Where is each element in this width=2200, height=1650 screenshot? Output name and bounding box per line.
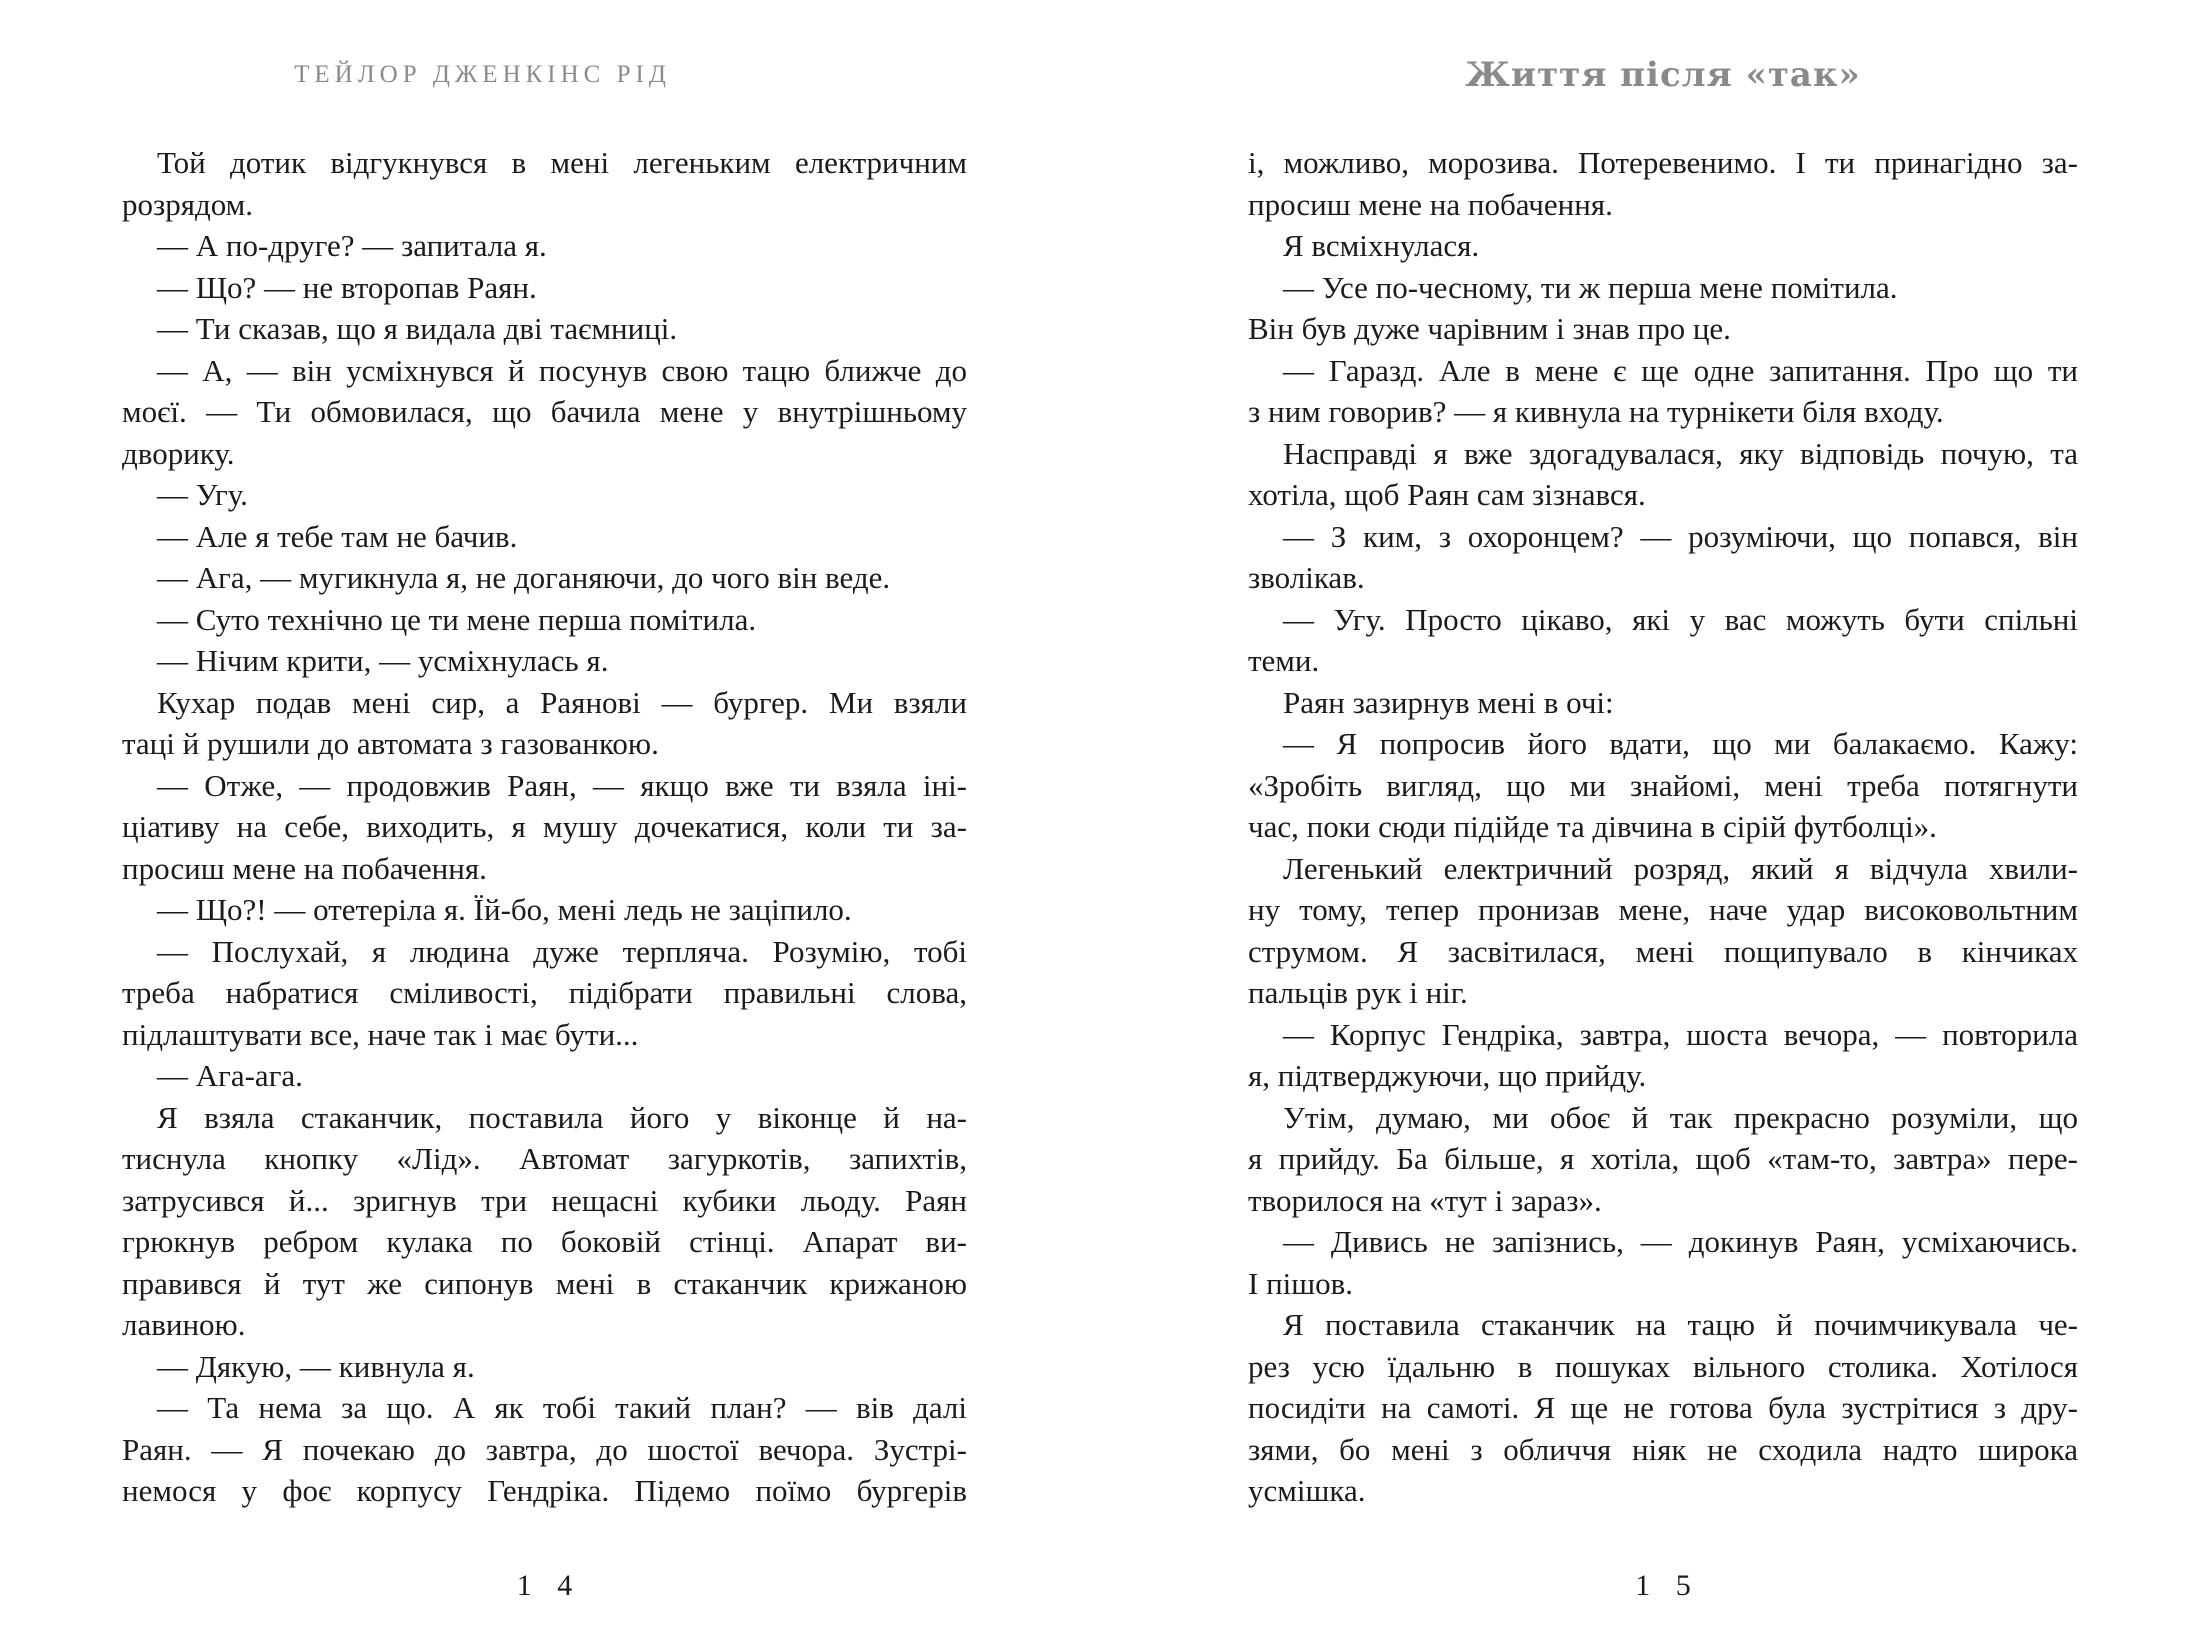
right-page-body-text: [1248, 142, 2078, 1512]
text-line: — А по-друге? — запитала я.: [157, 228, 547, 263]
text-line: — Але я тебе там не бачив.: [157, 518, 518, 554]
text-line: розрядом.: [122, 186, 254, 222]
text-line: Легенький електричний розряд, який я відчула хвили-: [1283, 850, 2078, 886]
text-line: зями, бо мені з обличчя ніяк не сходила надто широка: [1248, 1431, 2078, 1467]
text-line: Він був дуже чарівним і знав про це.: [1248, 311, 1731, 346]
text-line: — А, — він усміхнувся й посунув свою тацю ближче до: [157, 352, 967, 388]
text-line: я, підтверджуючи, що прийду.: [1248, 1058, 1647, 1093]
text-line: — Угу.: [157, 477, 248, 512]
text-line: пальців рук і ніг.: [1248, 975, 1468, 1010]
text-line: немося у фоє корпусу Гендріка. Підемо поїмо бургерів: [122, 1473, 967, 1508]
text-line: ціативу на себе, виходить, я мушу дочекатися, коли ти за-: [122, 809, 967, 844]
text-line: рез усю їдальню в пошуках вільного столика. Хотілося: [1248, 1348, 2078, 1384]
text-line: усмішка.: [1248, 1473, 1366, 1508]
text-line: Я всміхнулася.: [1283, 228, 1480, 263]
text-line: — Гаразд. Але в мене є ще одне запитання. Про що ти: [1283, 352, 2078, 388]
text-line: Раян зазирнув мені в очі:: [1283, 684, 1614, 720]
text-line: — Та нема за що. А як тобі такий план? — вів далі: [157, 1390, 967, 1425]
running-head-book-title: Життя після «так»: [1465, 55, 1861, 95]
text-line: Я поставила стаканчик на тацю й почимчикувала че-: [1283, 1307, 2078, 1342]
text-line: Кухар подав мені сир, а Раянові — бургер. Ми взяли: [157, 684, 967, 720]
text-line: — Ти сказав, що я видала дві таємниці.: [157, 311, 678, 346]
text-line: таці й рушили до автомата з газованкою.: [122, 726, 659, 761]
text-line: час, поки сюди підійде та дівчина в сірій футболці».: [1248, 809, 1937, 844]
text-line: затрусився й... зригнув три нещасні кубики льоду. Раян: [122, 1182, 967, 1218]
text-line: — Отже, — продовжив Раян, — якщо вже ти взяла іні-: [157, 767, 967, 803]
text-line: грюкнув ребром кулака по боковій стінці. Апарат ви-: [122, 1224, 967, 1259]
left-page-body-text: [122, 142, 967, 1512]
text-line: правився й тут же сипонув мені в стаканчик крижаною: [122, 1265, 967, 1301]
running-head-author: ТЕЙЛОР ДЖЕНКІНС РІД: [294, 61, 671, 88]
text-line: тиснула кнопку «Лід». Автомат загуркотів, запихтів,: [122, 1141, 967, 1176]
text-line: — Ага-ага.: [157, 1058, 303, 1093]
text-line: посидіти на самоті. Я ще не готова була зустрітися з дру-: [1248, 1390, 2078, 1425]
text-line: — Послухай, я людина дуже терпляча. Розумію, тобі: [157, 933, 967, 969]
text-line: Раян. — Я почекаю до завтра, до шостої вечора. Зустрі-: [122, 1431, 967, 1467]
text-line: теми.: [1248, 643, 1320, 678]
text-line: підлаштувати все, наче так і має бути...: [122, 1016, 639, 1052]
text-line: з ним говорив? — я кивнула на турнікети біля входу.: [1248, 394, 1944, 429]
text-line: і, можливо, морозива. Потеревенимо. І ти принагідно за-: [1248, 145, 2078, 180]
text-line: зволікав.: [1248, 560, 1365, 595]
text-line: Я взяла стаканчик, поставила його у віконце й на-: [157, 1099, 967, 1135]
text-line: просиш мене на побачення.: [122, 850, 487, 886]
text-line: хотіла, щоб Раян сам зізнався.: [1248, 477, 1646, 512]
text-line: дворику.: [122, 435, 235, 471]
text-line: «Зробіть вигляд, що ми знайомі, мені треба потягнути: [1248, 767, 2078, 803]
right-page-number: 1 5: [1635, 1569, 1700, 1602]
text-line: Той дотик відгукнувся в мені легеньким електричним: [157, 145, 967, 180]
text-line: струмом. Я засвітилася, мені пощипувало в кінчиках: [1248, 933, 2078, 969]
text-line: І пішов.: [1248, 1265, 1354, 1301]
text-line: просиш мене на побачення.: [1248, 186, 1613, 222]
text-line: Насправді я вже здогадувалася, яку відповідь почую, та: [1283, 435, 2078, 471]
text-line: творилося на «тут і зараз».: [1248, 1182, 1602, 1218]
text-line: треба набратися сміливості, підібрати правильні слова,: [122, 975, 967, 1010]
text-line: — Дякую, — кивнула я.: [157, 1348, 475, 1384]
left-page-number: 1 4: [516, 1569, 582, 1602]
text-line: лавиною.: [122, 1307, 246, 1342]
text-line: — Що? — не второпав Раян.: [157, 269, 537, 305]
text-line: моєї. — Ти обмовилася, що бачила мене у внутрішньому: [122, 394, 967, 429]
text-line: Утім, думаю, ми обоє й так прекрасно розуміли, що: [1283, 1099, 2078, 1135]
text-line: — Усе по-чесному, ти ж перша мене помітила.: [1283, 269, 1898, 305]
text-line: ну тому, тепер пронизав мене, наче удар високовольтним: [1248, 892, 2078, 927]
right-page: [1100, 0, 2200, 1650]
text-line: — Корпус Гендріка, завтра, шоста вечора, — повторила: [1283, 1016, 2078, 1052]
text-line: — Ага, — мугикнула я, не доганяючи, до чого він веде.: [157, 560, 891, 595]
text-line: — Суто технічно це ти мене перша помітила.: [157, 601, 757, 637]
text-line: я прийду. Ба більше, я хотіла, щоб «там-то, завтра» пере-: [1248, 1141, 2078, 1176]
text-line: — Нічим крити, — усміхнулась я.: [157, 643, 609, 678]
text-line: — Дивись не запізнись, — докинув Раян, усміхаючись.: [1283, 1224, 2078, 1259]
text-line: — З ким, з охоронцем? — розуміючи, що попався, він: [1283, 518, 2078, 554]
text-line: — Що?! — отетеріла я. Їй-бо, мені ледь не заціпило.: [157, 892, 852, 927]
text-line: — Я попросив його вдати, що ми балакаємо. Кажу:: [1283, 726, 2078, 761]
text-line: — Угу. Просто цікаво, які у вас можуть бути спільні: [1283, 601, 2078, 637]
